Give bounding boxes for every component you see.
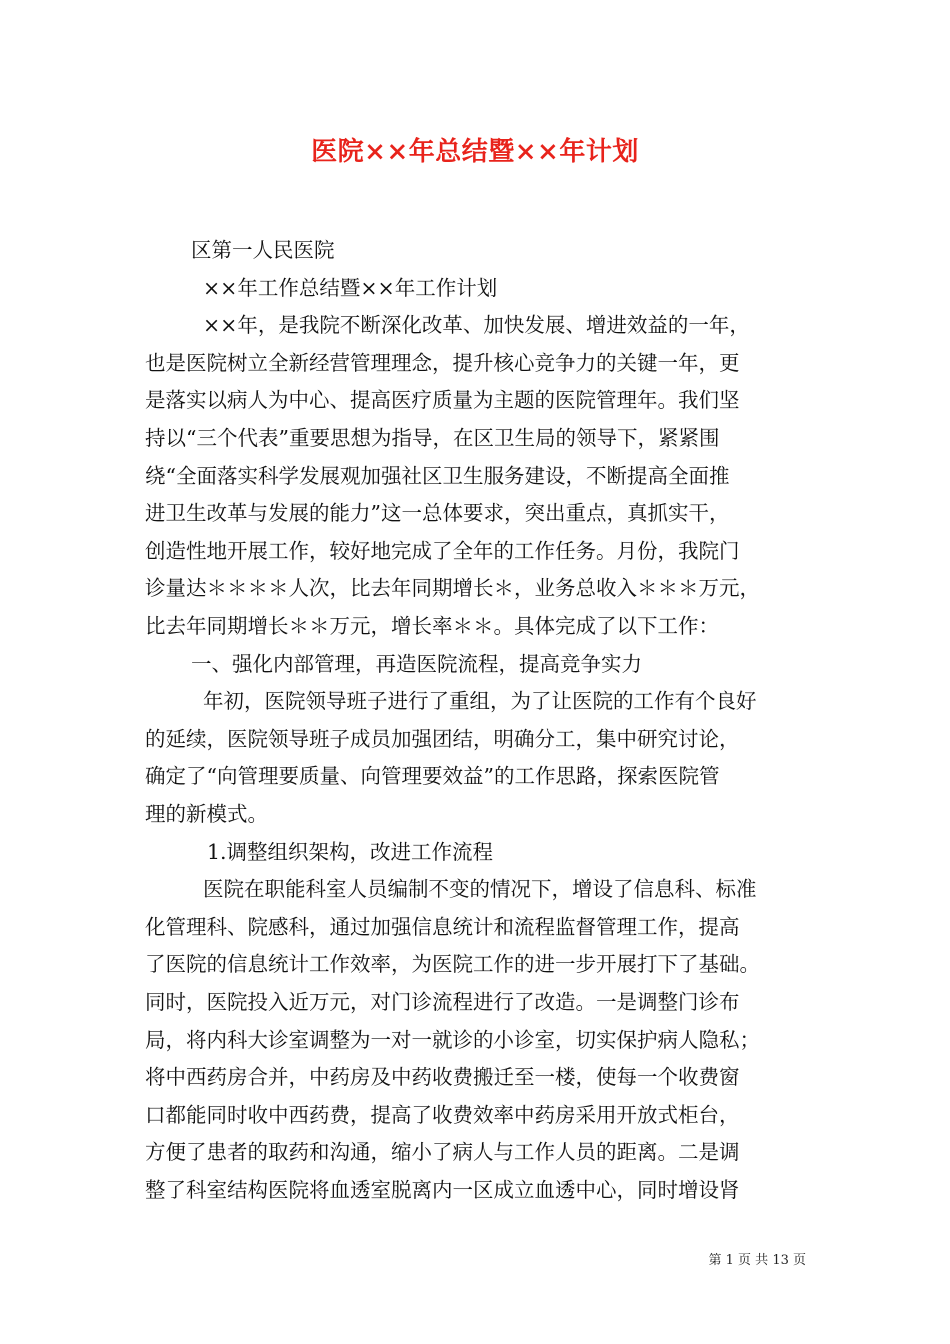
text-line: 进卫生改革与发展的能力”这一总体要求，突出重点，真抓实干，: [145, 501, 730, 526]
text-line: 区第一人民医院: [191, 238, 335, 262]
text-line: ××年工作总结暨××年工作计划: [203, 275, 498, 300]
text-line: 同时，医院投入近万元，对门诊流程进行了改造。一是调整门诊布: [145, 990, 740, 1014]
document-title: 医院××年总结暨××年计划: [311, 137, 639, 167]
text-line: 医院在职能科室人员编制不变的情况下，增设了信息科、标准: [203, 877, 757, 902]
text-line: 创造性地开展工作，较好地完成了全年的工作任务。月份，我院门: [145, 538, 740, 563]
text-line: 了医院的信息统计工作效率，为医院工作的进一步开展打下了基础。: [145, 952, 760, 977]
text-line: 是落实以病人为中心、提高医疗质量为主题的医院管理年。我们坚: [145, 388, 740, 413]
text-line: 化管理科、院感科，通过加强信息统计和流程监督管理工作，提高: [145, 914, 740, 939]
text-line: 比去年同期增长＊＊万元，增长率＊＊。具体完成了以下工作：: [145, 614, 719, 638]
text-line: 局，将内科大诊室调整为一对一就诊的小诊室，切实保护病人隐私；: [145, 1027, 760, 1052]
text-line: 绕“全面落实科学发展观加强社区卫生服务建设，不断提高全面推: [145, 463, 730, 488]
page-number: 第 1 页 共 13 页: [708, 1253, 806, 1268]
text-line: 1.调整组织架构，改进工作流程: [207, 839, 494, 864]
text-line: 整了科室结构医院将血透室脱离内一区成立血透中心，同时增设肾: [145, 1178, 740, 1202]
text-line: 也是医院树立全新经营管理理念，提升核心竞争力的关键一年，更: [145, 350, 740, 375]
text-line: 理的新模式。: [145, 802, 268, 826]
text-line: 口都能同时收中西药费，提高了收费效率中药房采用开放式柜台，: [145, 1102, 740, 1127]
text-line: 持以“三个代表”重要思想为指导，在区卫生局的领导下，紧紧围: [145, 426, 720, 450]
text-line: 年初，医院领导班子进行了重组，为了让医院的工作有个良好: [203, 689, 757, 714]
text-line: 的延续，医院领导班子成员加强团结，明确分工，集中研究讨论，: [145, 726, 740, 751]
text-line: 方便了患者的取药和沟通，缩小了病人与工作人员的距离。二是调: [145, 1140, 740, 1165]
text-line: 将中西药房合并，中药房及中药收费搬迁至一楼，使每一个收费窗: [145, 1065, 740, 1090]
text-line: 诊量达＊＊＊＊人次，比去年同期增长＊，业务总收入＊＊＊万元，: [145, 576, 760, 601]
text-line: 确定了“向管理要质量、向管理要效益”的工作思路，探索医院管: [145, 764, 720, 789]
text-line: ××年，是我院不断深化改革、加快发展、增进效益的一年，: [203, 313, 750, 338]
text-line: 一、强化内部管理，再造医院流程，提高竞争实力: [191, 651, 642, 676]
